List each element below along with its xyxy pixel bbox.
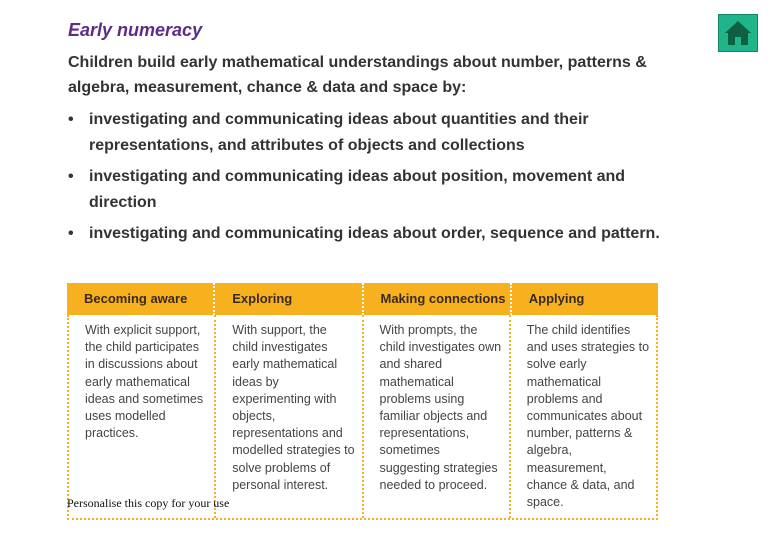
bullet-text: investigating and communicating ideas about quantities and their representations, and attributes of objects and collections bbox=[89, 111, 589, 154]
intro-text: Children build early mathematical understandings about number, patterns & algebra, measurement, chance & data and space by: bbox=[68, 54, 647, 96]
bullet-dot: • bbox=[68, 111, 74, 128]
column-header-becoming-aware: Becoming aware bbox=[67, 283, 215, 315]
column-header-making-connections: Making connections bbox=[364, 283, 512, 315]
table-row bbox=[67, 315, 658, 520]
list-item bbox=[68, 107, 668, 159]
bullet-dot: • bbox=[68, 225, 74, 242]
table-cell-making-connections: With prompts, the child investigates own and shared mathematical problems using familiar objects and representations, sometimes suggesting strategies needed to proceed. bbox=[364, 315, 511, 518]
bullet-text: investigating and communicating ideas about order, sequence and pattern. bbox=[89, 225, 660, 242]
column-header-applying: Applying bbox=[528, 291, 585, 306]
table-cell-applying: The child identifies and uses strategies to solve early mathematical problems and communicates about number, patterns & algebra, measurement, chance & data, and space. bbox=[526, 323, 650, 510]
table-cell-becoming-aware: With explicit support, the child participates in discussions about early mathematical ideas and sometimes uses modelled practices. bbox=[69, 315, 216, 518]
bullet-text: investigating and communicating ideas about position, movement and direction bbox=[89, 168, 626, 211]
home-icon bbox=[723, 19, 753, 47]
bullet-dot: • bbox=[68, 168, 74, 185]
personalise-note: Personalise this copy for your use bbox=[67, 496, 230, 510]
list-item bbox=[68, 164, 668, 216]
bullet-list bbox=[68, 107, 668, 252]
home-button[interactable] bbox=[718, 14, 758, 52]
table-cell-exploring: With support, the child investigates early mathematical ideas by experimenting with objects, representations and modelled strategies to solve problems of personal interest. bbox=[216, 315, 363, 518]
progression-table bbox=[67, 283, 658, 520]
column-header-exploring: Exploring bbox=[215, 283, 363, 315]
table-header bbox=[67, 283, 658, 315]
section-heading: Early numeracy bbox=[68, 20, 203, 40]
list-item bbox=[68, 221, 668, 247]
